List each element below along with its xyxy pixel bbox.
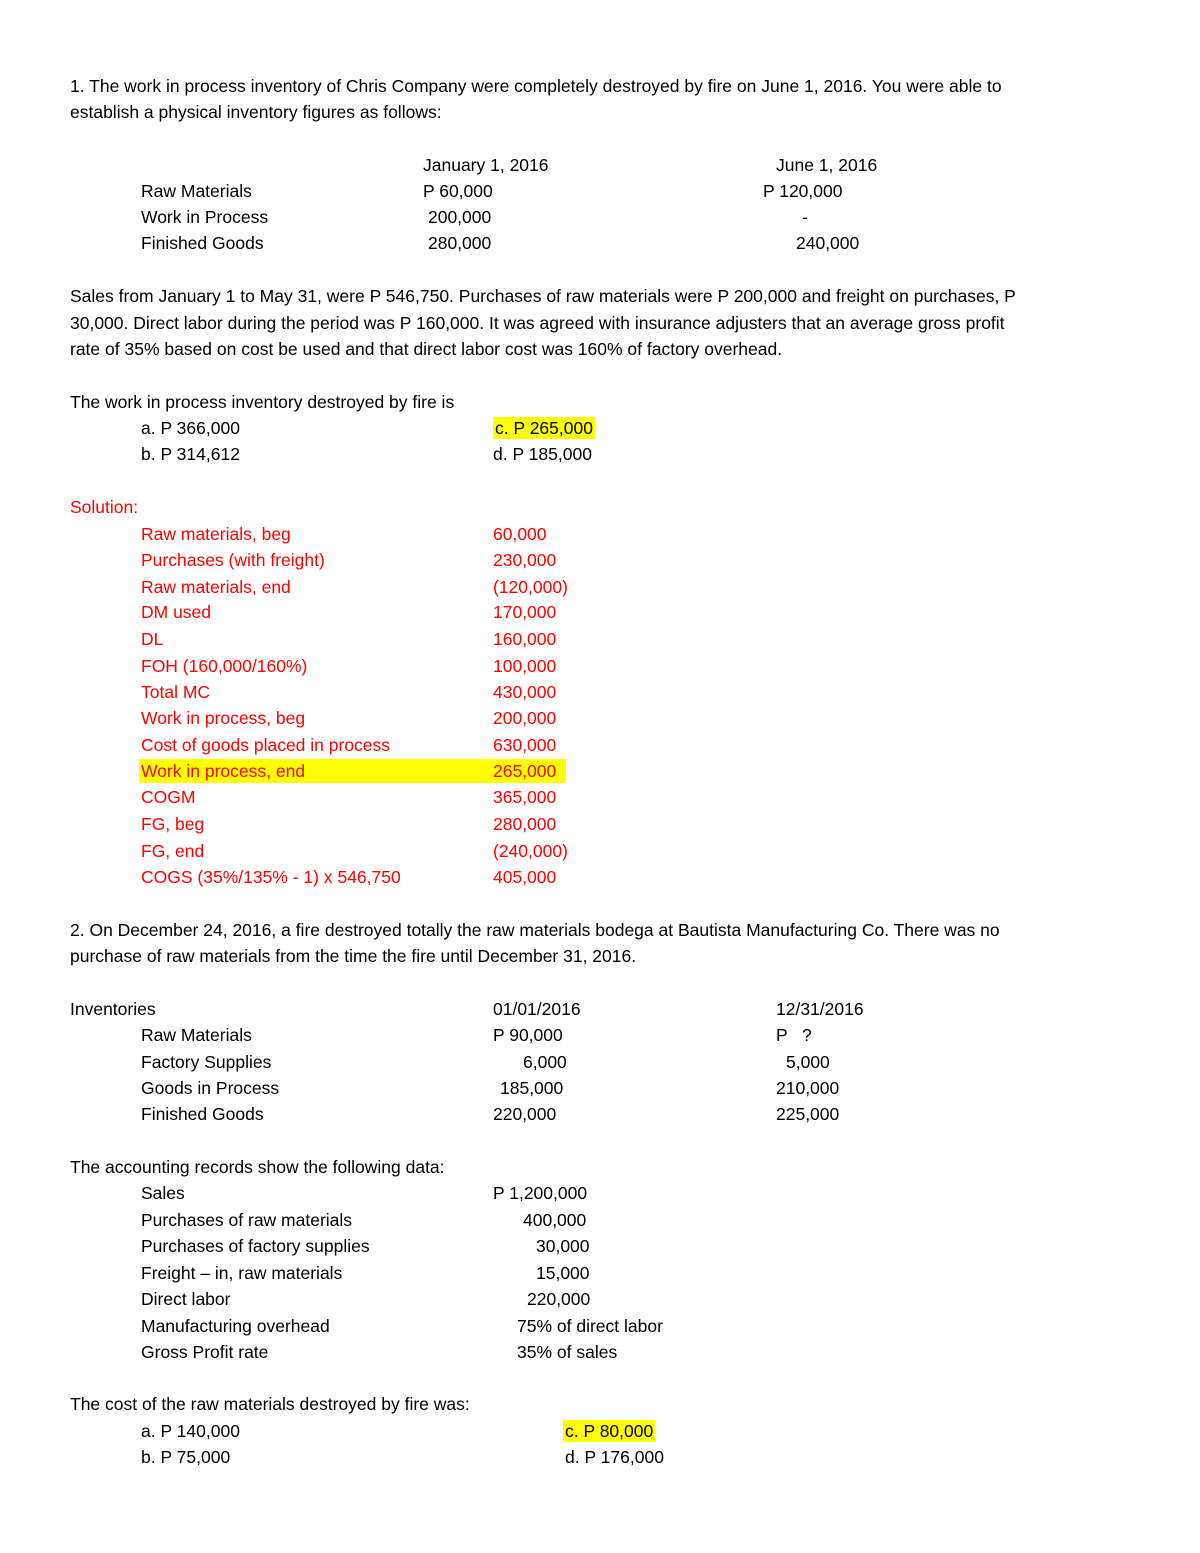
q1-row-label: Work in Process [141, 207, 269, 227]
solution-label: DM used [141, 602, 212, 622]
q2-header-d2: 12/31/2016 [776, 999, 864, 1019]
q1-choice-c-answer: c. P 265,000 [495, 418, 593, 438]
q2-row-d1: 185,000 [500, 1078, 564, 1098]
q2-row-d2: 210,000 [776, 1078, 840, 1098]
solution-label-answer: Work in process, end [141, 761, 306, 781]
q1-row-label: Finished Goods [141, 233, 264, 253]
q1-row-jan: 200,000 [428, 207, 492, 227]
q2-row-d2: 5,000 [786, 1052, 830, 1072]
solution-label: Raw materials, beg [141, 524, 291, 544]
q2-record-label: Purchases of factory supplies [141, 1236, 370, 1256]
solution-label: FOH (160,000/160%) [141, 656, 308, 676]
solution-label: Raw materials, end [141, 577, 291, 597]
q1-row-jan: P 60,000 [423, 181, 493, 201]
q2-record-label: Purchases of raw materials [141, 1210, 353, 1230]
q2-intro-line-2: purchase of raw materials from the time the fire until December 31, 2016. [70, 946, 637, 966]
q2-record-value: 35% of sales [517, 1342, 618, 1362]
q1-header-jun: June 1, 2016 [776, 155, 878, 175]
q2-choice-c-answer: c. P 80,000 [565, 1421, 654, 1441]
q2-intro-line-1: 2. On December 24, 2016, a fire destroyed totally the raw materials bodega at Bautista Manufacturing Co. There was no [70, 920, 1000, 940]
q2-choice-a: a. P 140,000 [141, 1421, 240, 1441]
q2-choice-b: b. P 75,000 [141, 1447, 231, 1467]
solution-value: 160,000 [493, 629, 557, 649]
q1-intro-line-2: establish a physical inventory figures as follows: [70, 102, 442, 122]
q1-para-line-2: 30,000. Direct labor during the period was P 160,000. It was agreed with insurance adjusters that an average gross profit [70, 313, 1005, 333]
solution-value: (120,000) [493, 577, 568, 597]
q2-row-d2: P ? [776, 1025, 812, 1045]
q2-row-d1: 6,000 [523, 1052, 567, 1072]
solution-label: COGM [141, 787, 196, 807]
q2-record-label: Manufacturing overhead [141, 1316, 330, 1336]
q2-record-label: Gross Profit rate [141, 1342, 269, 1362]
solution-value: 280,000 [493, 814, 557, 834]
solution-value: 630,000 [493, 735, 557, 755]
q2-record-value: 220,000 [527, 1289, 591, 1309]
q1-intro-line-1: 1. The work in process inventory of Chris Company were completely destroyed by fire on June 1, 2016. You were able to [70, 76, 1002, 96]
q1-header-jan: January 1, 2016 [423, 155, 549, 175]
solution-label: Purchases (with freight) [141, 550, 325, 570]
solution-value: 100,000 [493, 656, 557, 676]
solution-value: 405,000 [493, 867, 557, 887]
q1-row-jan: 280,000 [428, 233, 492, 253]
q2-records-title: The accounting records show the following data: [70, 1157, 445, 1177]
solution-value: 170,000 [493, 602, 557, 622]
solution-label: Total MC [141, 682, 211, 702]
solution-label: Work in process, beg [141, 708, 306, 728]
q2-record-value: 15,000 [536, 1263, 590, 1283]
solution-label: DL [141, 629, 164, 649]
q1-para-line-1: Sales from January 1 to May 31, were P 546,750. Purchases of raw materials were P 200,000 and freight on purchases, P [70, 286, 1016, 306]
q1-row-jun: 240,000 [796, 233, 860, 253]
q2-choice-d: d. P 176,000 [565, 1447, 664, 1467]
solution-label: FG, beg [141, 814, 205, 834]
q1-row-label: Raw Materials [141, 181, 252, 201]
q2-row-label: Finished Goods [141, 1104, 264, 1124]
solution-title: Solution: [70, 497, 139, 517]
solution-value-answer: 265,000 [493, 761, 557, 781]
q1-row-jun: P 120,000 [763, 181, 843, 201]
solution-value: 430,000 [493, 682, 557, 702]
solution-label: FG, end [141, 841, 205, 861]
q2-record-value: P 1,200,000 [493, 1183, 588, 1203]
q2-question: The cost of the raw materials destroyed by fire was: [70, 1394, 470, 1414]
q2-header-d1: 01/01/2016 [493, 999, 581, 1019]
solution-value: 200,000 [493, 708, 557, 728]
q1-choice-b: b. P 314,612 [141, 444, 240, 464]
q2-record-value: 400,000 [523, 1210, 587, 1230]
solution-label: Cost of goods placed in process [141, 735, 391, 755]
q1-question: The work in process inventory destroyed by fire is [70, 392, 455, 412]
solution-value: 230,000 [493, 550, 557, 570]
q2-row-d1: 220,000 [493, 1104, 557, 1124]
q2-record-label: Direct labor [141, 1289, 231, 1309]
q1-row-jun: - [802, 207, 808, 227]
q2-row-d1: P 90,000 [493, 1025, 563, 1045]
q1-choice-d: d. P 185,000 [493, 444, 592, 464]
q2-record-label: Freight – in, raw materials [141, 1263, 343, 1283]
q2-row-label: Raw Materials [141, 1025, 252, 1045]
q1-para-line-3: rate of 35% based on cost be used and that direct labor cost was 160% of factory overhead. [70, 339, 783, 359]
q2-record-value: 75% of direct labor [517, 1316, 663, 1336]
solution-value: (240,000) [493, 841, 568, 861]
q1-choice-a: a. P 366,000 [141, 418, 240, 438]
q2-record-value: 30,000 [536, 1236, 590, 1256]
q2-record-label: Sales [141, 1183, 185, 1203]
q2-row-label: Factory Supplies [141, 1052, 272, 1072]
solution-label: COGS (35%/135% - 1) x 546,750 [141, 867, 401, 887]
solution-value: 365,000 [493, 787, 557, 807]
q2-row-label: Goods in Process [141, 1078, 280, 1098]
q2-inventories-title: Inventories [70, 999, 156, 1019]
solution-value: 60,000 [493, 524, 547, 544]
q2-row-d2: 225,000 [776, 1104, 840, 1124]
